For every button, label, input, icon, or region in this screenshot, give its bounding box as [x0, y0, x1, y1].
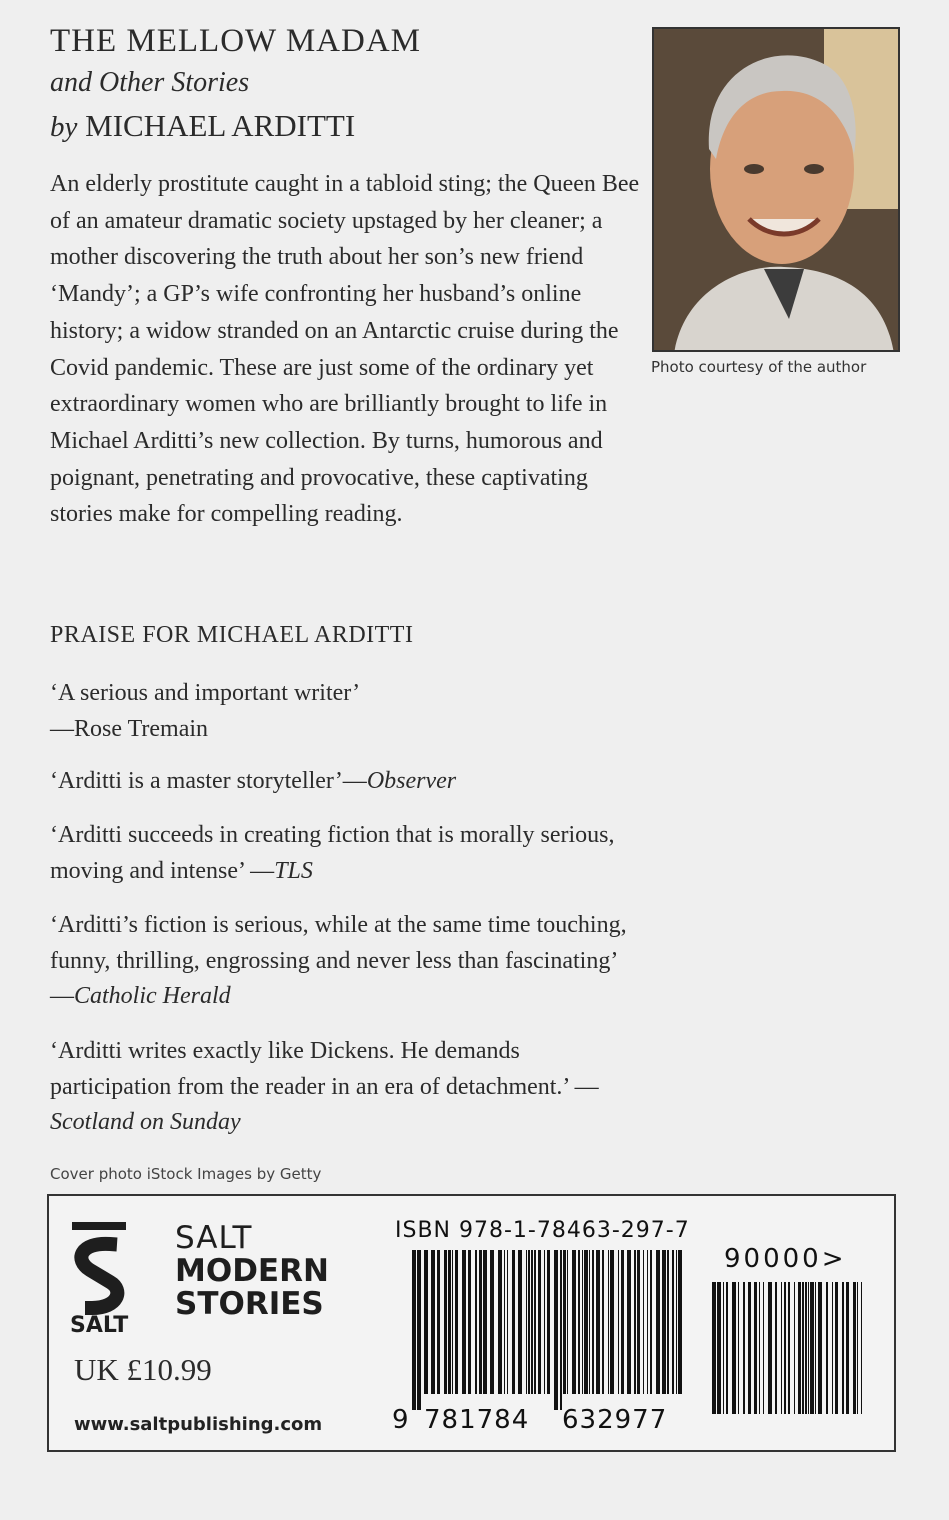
barcode-bar [798, 1282, 801, 1414]
barcode-bar [717, 1282, 721, 1414]
barcode-bar [462, 1250, 466, 1394]
praise-quote [50, 764, 640, 800]
quote-text: ‘Arditti succeeds in creating fiction that is morally serious, moving and intense’ — [50, 822, 615, 884]
barcode-bar [637, 1250, 640, 1394]
salt-logo-icon [70, 1220, 130, 1335]
praise-quote [50, 1034, 640, 1141]
barcode-bar [794, 1282, 795, 1414]
barcode-bar [417, 1250, 421, 1410]
quote-text: ‘Arditti writes exactly like Dickens. He demands participation from the reader in an era of detachment.’ — [50, 1038, 599, 1100]
book-blurb: An elderly prostitute caught in a tabloid sting; the Queen Bee of an amateur dramatic society upstaged by her cleaner; a mother discovering the truth about her son’s new friend ‘Mandy’; a GP’s wife confronting her husband’s online history; a widow stranded on an Antarctic cruise during the Covid pandemic. These are just some of the ordinary yet extraordinary women who are brilliantly brought to life in Michael Arditti’s new collection. By turns, humorous and poignant, penetrating and provocative, these captivating stories make for compelling reading. [50, 171, 640, 528]
barcode-bar [754, 1282, 757, 1414]
barcode-bar [768, 1282, 772, 1414]
author-portrait-image [654, 29, 900, 352]
quote-text: ‘Arditti’s fiction is serious, while at the same time touching, funny, thrilling, engrossing and never less than fascinating’ — [50, 912, 627, 1009]
barcode-bar [678, 1250, 682, 1394]
barcode-bar [759, 1282, 760, 1414]
barcode-bar [743, 1282, 745, 1414]
barcode-bar [712, 1282, 716, 1414]
barcode-bar [526, 1250, 527, 1394]
barcode-bar [468, 1250, 471, 1394]
quote-source: Catholic Herald [74, 983, 231, 1009]
barcode-bar [475, 1250, 477, 1394]
barcode-bar [483, 1250, 487, 1394]
barcode-bar [818, 1282, 822, 1414]
barcode-bar [810, 1282, 814, 1414]
barcode-bar [452, 1250, 453, 1394]
publisher-website: www.saltpublishing.com [74, 1414, 323, 1435]
barcode-bar [732, 1282, 736, 1414]
series-logo-text [175, 1222, 329, 1321]
barcode-bar [618, 1250, 619, 1394]
barcode-bar [578, 1250, 580, 1394]
barcode-bar [832, 1282, 833, 1414]
author-name: MICHAEL ARDITTI [85, 108, 356, 143]
series-line-2: MODERN [175, 1253, 329, 1289]
quote-source: Scotland on Sunday [50, 1109, 241, 1135]
photo-caption: Photo courtesy of the author [651, 358, 867, 376]
price: UK £10.99 [74, 1352, 212, 1387]
cover-credit: Cover photo iStock Images by Getty [50, 1165, 322, 1183]
series-line-1: SALT [175, 1220, 253, 1256]
barcode-bar [596, 1250, 600, 1394]
barcode-bar [667, 1250, 669, 1394]
barcode-bar [444, 1250, 447, 1394]
barcode-bar [538, 1250, 541, 1394]
barcode-bar [861, 1282, 862, 1414]
logo-label: SALT [70, 1313, 129, 1335]
barcode-bar [479, 1250, 482, 1394]
barcode-bar [554, 1250, 558, 1410]
barcode-bar [547, 1250, 550, 1394]
book-subtitle: and Other Stories [50, 67, 250, 98]
barcode-group-1: 781784 [424, 1405, 530, 1435]
isbn-label: ISBN 978-1-78463-297-7 [395, 1218, 690, 1243]
barcode-bar [788, 1282, 790, 1414]
praise-heading: PRAISE FOR MICHAEL ARDITTI [50, 622, 414, 648]
barcode-bar [662, 1250, 666, 1394]
barcode-bar [627, 1250, 631, 1394]
barcode-bar [738, 1282, 739, 1414]
barcode-bar [842, 1282, 844, 1414]
barcode-bar [775, 1282, 777, 1414]
barcode-first-digit: 9 [392, 1405, 410, 1435]
quote-source: Observer [366, 768, 457, 794]
barcode-bar [853, 1282, 856, 1414]
barcode-bar [621, 1250, 624, 1394]
series-line-3: STORIES [175, 1286, 324, 1322]
author-photo [652, 27, 900, 352]
barcode-bar [518, 1250, 522, 1394]
barcode-bar [455, 1250, 458, 1394]
barcode-bar [723, 1282, 724, 1414]
praise-quote [50, 676, 640, 747]
barcode-bar [431, 1250, 435, 1394]
barcode-bar [504, 1250, 505, 1394]
barcode-bar [544, 1250, 545, 1394]
barcode-bar [826, 1282, 828, 1414]
praise-quote [50, 818, 640, 889]
barcode-bar [567, 1250, 568, 1394]
barcode-bar [802, 1282, 804, 1414]
barcode-bar [647, 1250, 648, 1394]
barcode-bar [815, 1282, 816, 1414]
barcode-bar [528, 1250, 530, 1394]
quote-text: ‘Arditti is a master storyteller’— [50, 768, 367, 794]
quote-source: —Rose Tremain [50, 715, 209, 742]
barcode-bar [781, 1282, 782, 1414]
barcode-bar [424, 1250, 428, 1394]
barcode-bar [672, 1250, 674, 1394]
barcode-bar [634, 1250, 636, 1394]
barcode-bar [846, 1282, 849, 1414]
barcode-bar [748, 1282, 751, 1414]
barcode-bar [805, 1282, 807, 1414]
barcode-bar [498, 1250, 502, 1394]
barcode-bar [676, 1250, 677, 1394]
barcode-bar [531, 1250, 533, 1394]
barcode-bar [835, 1282, 838, 1414]
barcode-bar [560, 1250, 562, 1410]
barcode-bar [534, 1250, 536, 1394]
barcode-bar [763, 1282, 764, 1414]
barcode-bar [726, 1282, 728, 1414]
barcode-bar [592, 1250, 594, 1394]
barcode-bar [437, 1250, 440, 1394]
barcode-bar [582, 1250, 583, 1394]
barcode-bar [857, 1282, 858, 1414]
barcode-bar [602, 1250, 604, 1394]
barcode-bar [650, 1250, 652, 1394]
barcode-bar [610, 1250, 614, 1394]
barcode-main-icon [412, 1250, 684, 1410]
barcode-bar [412, 1250, 416, 1410]
barcode-bar [584, 1250, 588, 1394]
by-label: by [50, 111, 78, 143]
barcode-bar [608, 1250, 609, 1394]
barcode-bar [808, 1282, 809, 1414]
book-title: THE MELLOW MADAM [50, 23, 422, 59]
barcode-bar [512, 1250, 515, 1394]
barcode-addon-icon [712, 1282, 864, 1430]
praise-quote [50, 908, 640, 1015]
author-byline [50, 106, 355, 147]
barcode-bar [784, 1282, 786, 1414]
barcode-bar [589, 1250, 590, 1394]
barcode-bar [563, 1250, 566, 1394]
barcode-bar [643, 1250, 644, 1394]
quote-source: TLS [274, 857, 313, 884]
barcode-bar [448, 1250, 451, 1394]
barcode-bar [507, 1250, 508, 1394]
barcode-bar [656, 1250, 660, 1394]
barcode-bar [490, 1250, 494, 1394]
barcode-bar [572, 1250, 576, 1394]
barcode-group-2: 632977 [562, 1405, 668, 1435]
quote-text: ‘A serious and important writer’ [50, 680, 361, 706]
barcode-addon-number: 90000> [724, 1244, 847, 1274]
